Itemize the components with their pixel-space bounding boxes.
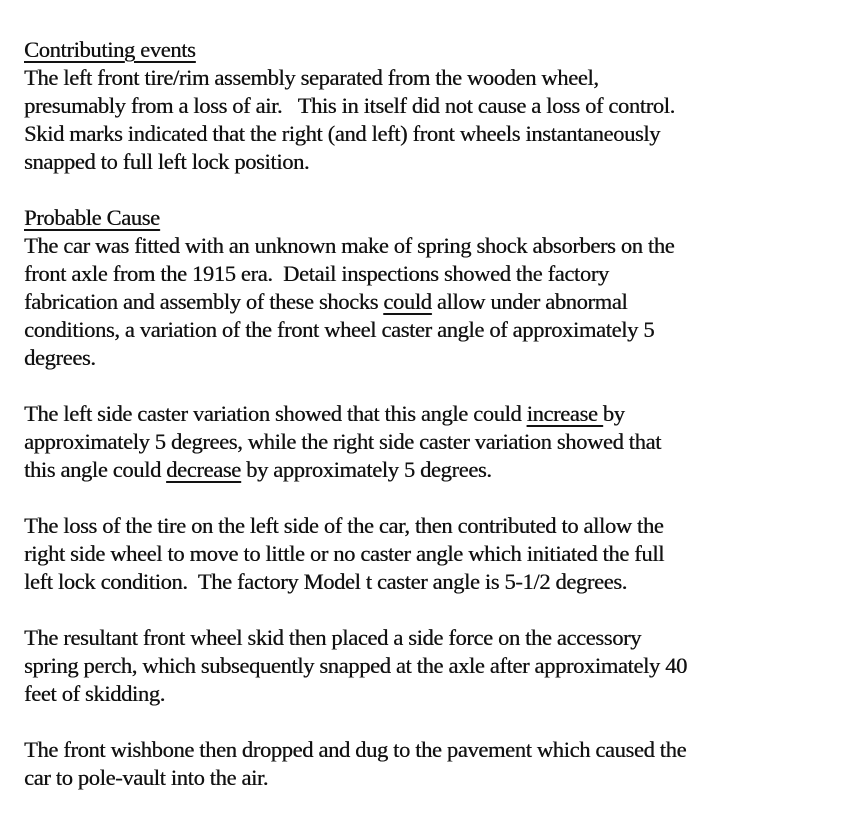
text-run: fabrication and assembly of these shocks	[24, 289, 384, 314]
text-run: The loss of the tire on the left side of the car, then contributed to allow the	[24, 513, 664, 538]
text-run: by	[602, 401, 625, 426]
para-caster-variation	[24, 400, 844, 484]
para-wheel-skid-line	[24, 652, 844, 680]
text-run: presumably from a loss of air. This in itself did not cause a loss of control.	[24, 93, 675, 118]
document-text-body	[24, 36, 844, 820]
text-run: spring perch, which subsequently snapped at the axle after approximately 40	[24, 653, 687, 678]
para-caster-variation-line	[24, 400, 844, 428]
contributing-events-heading	[24, 36, 844, 64]
text-run: feet of skidding.	[24, 681, 165, 706]
para-contributing-events-line	[24, 64, 844, 92]
para-contributing-events	[24, 64, 844, 176]
underlined-text-run: Probable Cause	[24, 205, 160, 230]
para-tire-loss-line	[24, 568, 844, 596]
para-shock-absorbers-line	[24, 344, 844, 372]
probable-cause-heading-line	[24, 204, 844, 232]
text-run: degrees.	[24, 345, 96, 370]
underlined-text-run: Contributing events	[24, 37, 196, 62]
para-tire-loss	[24, 512, 844, 596]
para-wheel-skid	[24, 624, 844, 708]
para-wishbone	[24, 736, 844, 792]
para-contributing-events-line	[24, 120, 844, 148]
text-run: Skid marks indicated that the right (and left) front wheels instantaneously	[24, 121, 661, 146]
text-run: The resultant front wheel skid then placed a side force on the accessory	[24, 625, 642, 650]
para-tire-loss-line	[24, 512, 844, 540]
text-run: allow under abnormal	[431, 289, 628, 314]
para-shock-absorbers-line	[24, 316, 844, 344]
text-run: this angle could	[24, 457, 167, 482]
text-run: front axle from the 1915 era. Detail inspections showed the factory	[24, 261, 609, 286]
text-run: snapped to full left lock position.	[24, 149, 310, 174]
para-shock-absorbers	[24, 232, 844, 372]
para-wishbone-line	[24, 764, 844, 792]
para-contributing-events-line	[24, 148, 844, 176]
para-shock-absorbers-line	[24, 260, 844, 288]
para-tire-loss-line	[24, 540, 844, 568]
underlined-text-run: could	[383, 289, 432, 314]
text-run: The car was fitted with an unknown make of spring shock absorbers on the	[24, 233, 675, 258]
para-wishbone-line	[24, 736, 844, 764]
text-run: right side wheel to move to little or no caster angle which initiated the full	[24, 541, 665, 566]
probable-cause-heading	[24, 204, 844, 232]
text-run: car to pole-vault into the air.	[24, 765, 269, 790]
para-wheel-skid-line	[24, 680, 844, 708]
text-run: left lock condition. The factory Model t caster angle is 5-1/2 degrees.	[24, 569, 627, 594]
text-run: by approximately 5 degrees.	[240, 457, 492, 482]
para-wheel-skid-line	[24, 624, 844, 652]
para-contributing-events-line	[24, 92, 844, 120]
para-caster-variation-line	[24, 428, 844, 456]
text-run: The left side caster variation showed that this angle could	[24, 401, 527, 426]
text-run: approximately 5 degrees, while the right side caster variation showed that	[24, 429, 662, 454]
para-shock-absorbers-line	[24, 232, 844, 260]
contributing-events-heading-line	[24, 36, 844, 64]
underlined-text-run: increase	[526, 401, 603, 426]
para-caster-variation-line	[24, 456, 844, 484]
text-run: The left front tire/rim assembly separated from the wooden wheel,	[24, 65, 599, 90]
text-run: conditions, a variation of the front wheel caster angle of approximately 5	[24, 317, 655, 342]
underlined-text-run: decrease	[166, 457, 241, 482]
para-shock-absorbers-line	[24, 288, 844, 316]
text-run: The front wishbone then dropped and dug to the pavement which caused the	[24, 737, 687, 762]
